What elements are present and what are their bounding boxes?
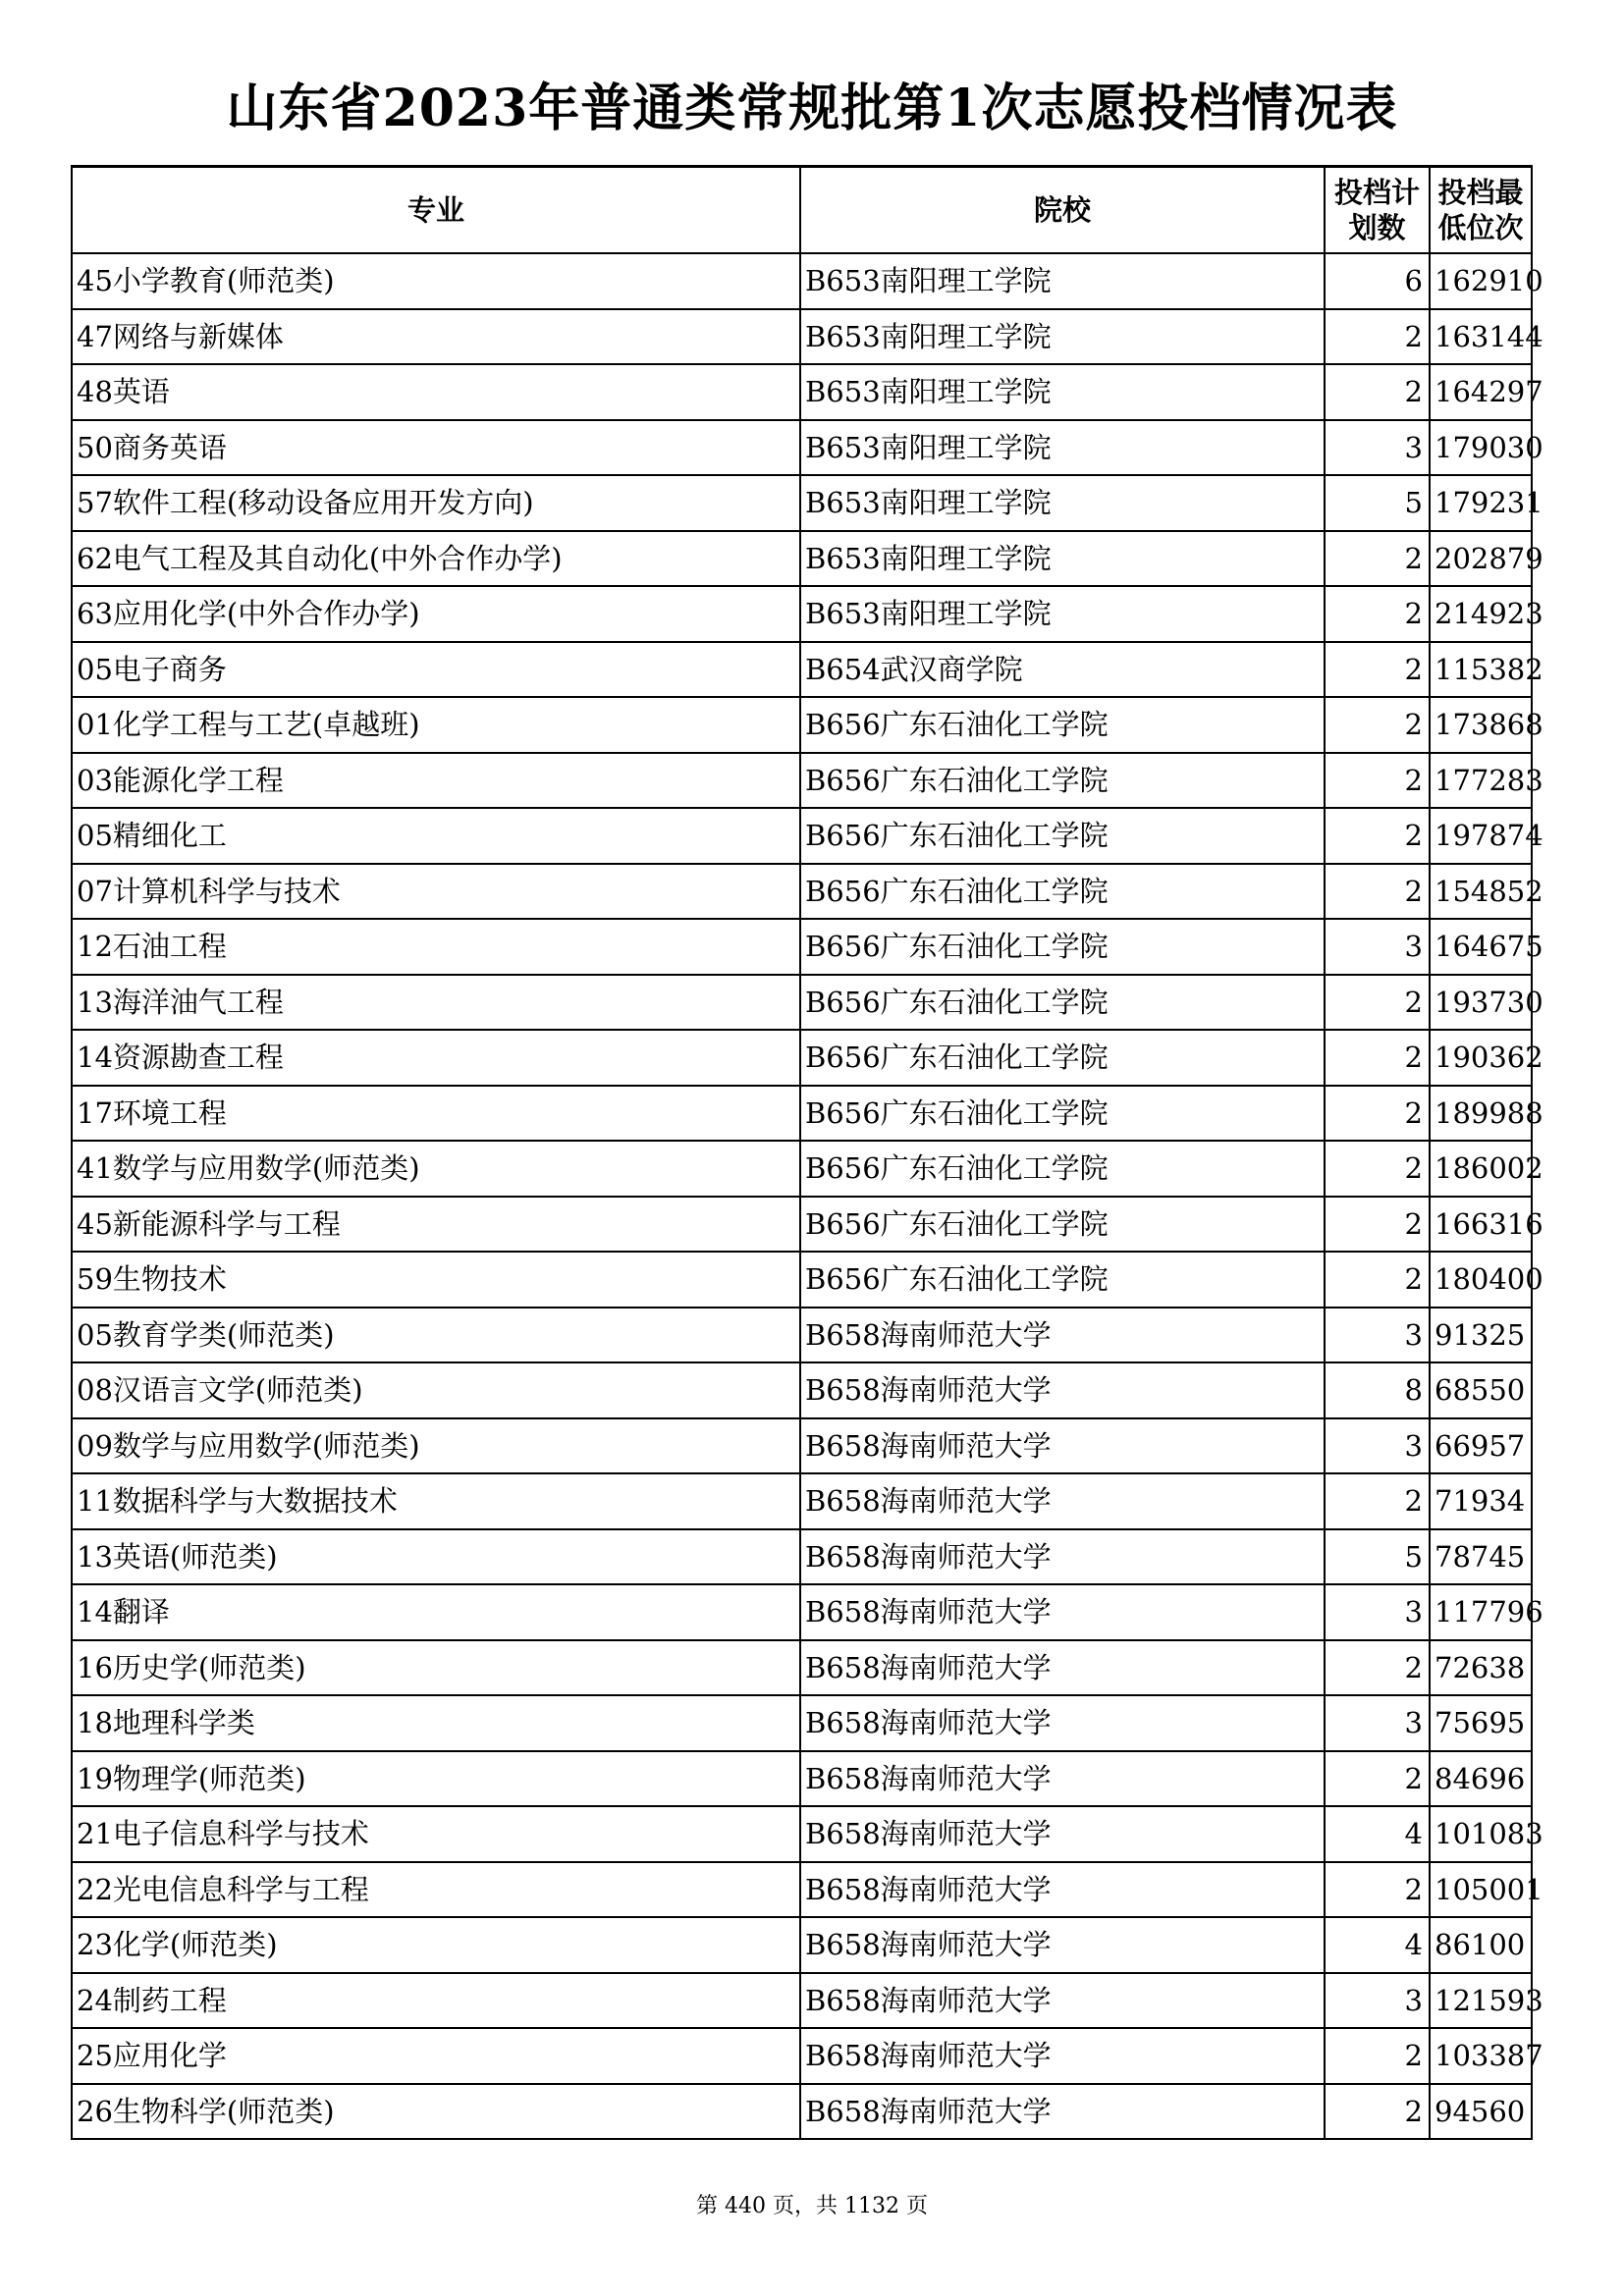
cell-min-rank: 164297 xyxy=(1430,364,1532,420)
page-number: 第 440 页，共 1132 页 xyxy=(696,2194,928,2218)
table-row xyxy=(72,1584,1532,1640)
cell-plan-count: 2 xyxy=(1325,2084,1430,2140)
cell-plan-count: 4 xyxy=(1325,1806,1430,1862)
cell-school: B658海南师范大学 xyxy=(800,1418,1325,1474)
cell-school: B658海南师范大学 xyxy=(800,1640,1325,1696)
cell-major: 25应用化学 xyxy=(72,2028,800,2084)
table-row xyxy=(72,2028,1532,2084)
cell-plan-count: 2 xyxy=(1325,309,1430,365)
cell-plan-count: 2 xyxy=(1325,364,1430,420)
table-row xyxy=(72,808,1532,864)
cell-major: 14资源勘查工程 xyxy=(72,1030,800,1086)
cell-school: B656广东石油化工学院 xyxy=(800,919,1325,975)
table-row xyxy=(72,420,1532,476)
cell-min-rank: 72638 xyxy=(1430,1640,1532,1696)
cell-school: B656广东石油化工学院 xyxy=(800,864,1325,920)
cell-min-rank: 115382 xyxy=(1430,642,1532,698)
table-row xyxy=(72,253,1532,309)
cell-major: 01化学工程与工艺(卓越班) xyxy=(72,697,800,753)
table-row xyxy=(72,1529,1532,1585)
table-row xyxy=(72,975,1532,1031)
cell-major: 23化学(师范类) xyxy=(72,1917,800,1973)
table-header-row xyxy=(72,167,1532,254)
cell-major: 19物理学(师范类) xyxy=(72,1751,800,1807)
admission-table xyxy=(71,165,1543,2140)
cell-min-rank: 179030 xyxy=(1430,420,1532,476)
cell-major: 63应用化学(中外合作办学) xyxy=(72,586,800,642)
table-row xyxy=(72,475,1532,531)
cell-plan-count: 2 xyxy=(1325,808,1430,864)
table-row xyxy=(72,1640,1532,1696)
cell-min-rank: 154852 xyxy=(1430,864,1532,920)
cell-major: 24制药工程 xyxy=(72,1973,800,2029)
cell-plan-count: 2 xyxy=(1325,1252,1430,1308)
cell-school: B656广东石油化工学院 xyxy=(800,1252,1325,1308)
cell-major: 09数学与应用数学(师范类) xyxy=(72,1418,800,1474)
cell-school: B656广东石油化工学院 xyxy=(800,753,1325,809)
cell-major: 05精细化工 xyxy=(72,808,800,864)
table-row xyxy=(72,1141,1532,1197)
cell-min-rank: 173868 xyxy=(1430,697,1532,753)
cell-min-rank: 117796 xyxy=(1430,1584,1532,1640)
cell-plan-count: 3 xyxy=(1325,1584,1430,1640)
cell-major: 48英语 xyxy=(72,364,800,420)
table-row xyxy=(72,309,1532,365)
table-row xyxy=(72,1806,1532,1862)
cell-min-rank: 214923 xyxy=(1430,586,1532,642)
table-body xyxy=(72,253,1543,2139)
cell-plan-count: 2 xyxy=(1325,1862,1430,1918)
cell-plan-count: 3 xyxy=(1325,1973,1430,2029)
cell-min-rank: 189988 xyxy=(1430,1086,1532,1142)
cell-school: B658海南师范大学 xyxy=(800,1917,1325,1973)
cell-min-rank: 71934 xyxy=(1430,1473,1532,1529)
cell-major: 13海洋油气工程 xyxy=(72,975,800,1031)
cell-plan-count: 2 xyxy=(1325,586,1430,642)
cell-min-rank: 84696 xyxy=(1430,1751,1532,1807)
cell-min-rank: 197874 xyxy=(1430,808,1532,864)
header-plan-count: 投档计划数 xyxy=(1325,167,1430,254)
cell-major: 11数据科学与大数据技术 xyxy=(72,1473,800,1529)
cell-plan-count: 2 xyxy=(1325,1640,1430,1696)
cell-school: B658海南师范大学 xyxy=(800,1806,1325,1862)
cell-school: B653南阳理工学院 xyxy=(800,309,1325,365)
cell-school: B658海南师范大学 xyxy=(800,1529,1325,1585)
table-row xyxy=(72,1917,1532,1973)
table-row xyxy=(72,1973,1532,2029)
table-row xyxy=(72,1695,1532,1751)
table-row xyxy=(72,697,1532,753)
table-row xyxy=(72,1308,1532,1363)
cell-major: 05电子商务 xyxy=(72,642,800,698)
cell-major: 16历史学(师范类) xyxy=(72,1640,800,1696)
cell-major: 47网络与新媒体 xyxy=(72,309,800,365)
cell-min-rank: 202879 xyxy=(1430,531,1532,587)
cell-major: 45小学教育(师范类) xyxy=(72,253,800,309)
cell-school: B658海南师范大学 xyxy=(800,1584,1325,1640)
cell-plan-count: 2 xyxy=(1325,531,1430,587)
cell-plan-count: 3 xyxy=(1325,420,1430,476)
table-row xyxy=(72,1418,1532,1474)
cell-plan-count: 2 xyxy=(1325,1141,1430,1197)
cell-plan-count: 2 xyxy=(1325,1751,1430,1807)
table-row xyxy=(72,642,1532,698)
header-school: 院校 xyxy=(800,167,1325,254)
cell-school: B658海南师范大学 xyxy=(800,1973,1325,2029)
cell-min-rank: 101083 xyxy=(1430,1806,1532,1862)
table-row xyxy=(72,1197,1532,1253)
cell-plan-count: 2 xyxy=(1325,753,1430,809)
header-major: 专业 xyxy=(72,167,800,254)
cell-major: 57软件工程(移动设备应用开发方向) xyxy=(72,475,800,531)
cell-school: B656广东石油化工学院 xyxy=(800,1086,1325,1142)
table-row xyxy=(72,1473,1532,1529)
cell-plan-count: 2 xyxy=(1325,975,1430,1031)
cell-school: B658海南师范大学 xyxy=(800,1308,1325,1363)
table-row xyxy=(72,1862,1532,1918)
cell-min-rank: 190362 xyxy=(1430,1030,1532,1086)
cell-school: B658海南师范大学 xyxy=(800,1751,1325,1807)
cell-school: B653南阳理工学院 xyxy=(800,420,1325,476)
cell-min-rank: 186002 xyxy=(1430,1141,1532,1197)
cell-school: B656广东石油化工学院 xyxy=(800,1197,1325,1253)
cell-plan-count: 8 xyxy=(1325,1362,1430,1418)
cell-major: 50商务英语 xyxy=(72,420,800,476)
table-row xyxy=(72,586,1532,642)
cell-plan-count: 2 xyxy=(1325,1030,1430,1086)
cell-school: B653南阳理工学院 xyxy=(800,364,1325,420)
cell-plan-count: 2 xyxy=(1325,1086,1430,1142)
cell-min-rank: 91325 xyxy=(1430,1308,1532,1363)
table-row xyxy=(72,531,1532,587)
cell-school: B654武汉商学院 xyxy=(800,642,1325,698)
table-row xyxy=(72,364,1532,420)
cell-school: B653南阳理工学院 xyxy=(800,586,1325,642)
table-row xyxy=(72,919,1532,975)
cell-plan-count: 2 xyxy=(1325,864,1430,920)
cell-school: B656广东石油化工学院 xyxy=(800,1141,1325,1197)
cell-school: B658海南师范大学 xyxy=(800,1362,1325,1418)
cell-school: B656广东石油化工学院 xyxy=(800,697,1325,753)
cell-plan-count: 3 xyxy=(1325,1695,1430,1751)
table-row xyxy=(72,2084,1532,2140)
cell-school: B656广东石油化工学院 xyxy=(800,975,1325,1031)
cell-major: 12石油工程 xyxy=(72,919,800,975)
cell-school: B653南阳理工学院 xyxy=(800,531,1325,587)
cell-min-rank: 166316 xyxy=(1430,1197,1532,1253)
table-row xyxy=(72,753,1532,809)
cell-min-rank: 105001 xyxy=(1430,1862,1532,1918)
cell-min-rank: 121593 xyxy=(1430,1973,1532,2029)
cell-school: B658海南师范大学 xyxy=(800,1695,1325,1751)
cell-major: 18地理科学类 xyxy=(72,1695,800,1751)
cell-min-rank: 164675 xyxy=(1430,919,1532,975)
table-row xyxy=(72,1751,1532,1807)
cell-school: B658海南师范大学 xyxy=(800,1862,1325,1918)
cell-school: B658海南师范大学 xyxy=(800,1473,1325,1529)
cell-min-rank: 163144 xyxy=(1430,309,1532,365)
cell-min-rank: 78745 xyxy=(1430,1529,1532,1585)
cell-major: 03能源化学工程 xyxy=(72,753,800,809)
cell-plan-count: 3 xyxy=(1325,919,1430,975)
cell-major: 13英语(师范类) xyxy=(72,1529,800,1585)
cell-min-rank: 68550 xyxy=(1430,1362,1532,1418)
table-row xyxy=(72,1086,1532,1142)
cell-major: 17环境工程 xyxy=(72,1086,800,1142)
cell-school: B658海南师范大学 xyxy=(800,2084,1325,2140)
cell-plan-count: 5 xyxy=(1325,1529,1430,1585)
cell-major: 22光电信息科学与工程 xyxy=(72,1862,800,1918)
cell-major: 21电子信息科学与技术 xyxy=(72,1806,800,1862)
cell-plan-count: 2 xyxy=(1325,697,1430,753)
cell-major: 26生物科学(师范类) xyxy=(72,2084,800,2140)
cell-plan-count: 4 xyxy=(1325,1917,1430,1973)
cell-min-rank: 75695 xyxy=(1430,1695,1532,1751)
cell-major: 14翻译 xyxy=(72,1584,800,1640)
cell-school: B656广东石油化工学院 xyxy=(800,808,1325,864)
cell-min-rank: 180400 xyxy=(1430,1252,1532,1308)
cell-plan-count: 2 xyxy=(1325,2028,1430,2084)
cell-plan-count: 5 xyxy=(1325,475,1430,531)
cell-plan-count: 3 xyxy=(1325,1308,1430,1363)
cell-min-rank: 66957 xyxy=(1430,1418,1532,1474)
cell-major: 59生物技术 xyxy=(72,1252,800,1308)
cell-min-rank: 179231 xyxy=(1430,475,1532,531)
table-row xyxy=(72,1252,1532,1308)
cell-min-rank: 94560 xyxy=(1430,2084,1532,2140)
cell-min-rank: 103387 xyxy=(1430,2028,1532,2084)
cell-plan-count: 2 xyxy=(1325,1473,1430,1529)
cell-plan-count: 2 xyxy=(1325,642,1430,698)
cell-min-rank: 193730 xyxy=(1430,975,1532,1031)
cell-school: B658海南师范大学 xyxy=(800,2028,1325,2084)
cell-plan-count: 3 xyxy=(1325,1418,1430,1474)
cell-plan-count: 2 xyxy=(1325,1197,1430,1253)
header-min-rank: 投档最低位次 xyxy=(1430,167,1532,254)
cell-major: 45新能源科学与工程 xyxy=(72,1197,800,1253)
cell-plan-count: 6 xyxy=(1325,253,1430,309)
cell-major: 07计算机科学与技术 xyxy=(72,864,800,920)
cell-min-rank: 86100 xyxy=(1430,1917,1532,1973)
cell-min-rank: 177283 xyxy=(1430,753,1532,809)
cell-major: 62电气工程及其自动化(中外合作办学) xyxy=(72,531,800,587)
cell-major: 05教育学类(师范类) xyxy=(72,1308,800,1363)
table-row xyxy=(72,1030,1532,1086)
cell-min-rank: 162910 xyxy=(1430,253,1532,309)
cell-school: B656广东石油化工学院 xyxy=(800,1030,1325,1086)
cell-major: 41数学与应用数学(师范类) xyxy=(72,1141,800,1197)
table-row xyxy=(72,1362,1532,1418)
cell-school: B653南阳理工学院 xyxy=(800,253,1325,309)
table-row xyxy=(72,864,1532,920)
page-title: 山东省2023年普通类常规批第1次志愿投档情况表 xyxy=(226,79,1398,138)
cell-major: 08汉语言文学(师范类) xyxy=(72,1362,800,1418)
cell-school: B653南阳理工学院 xyxy=(800,475,1325,531)
